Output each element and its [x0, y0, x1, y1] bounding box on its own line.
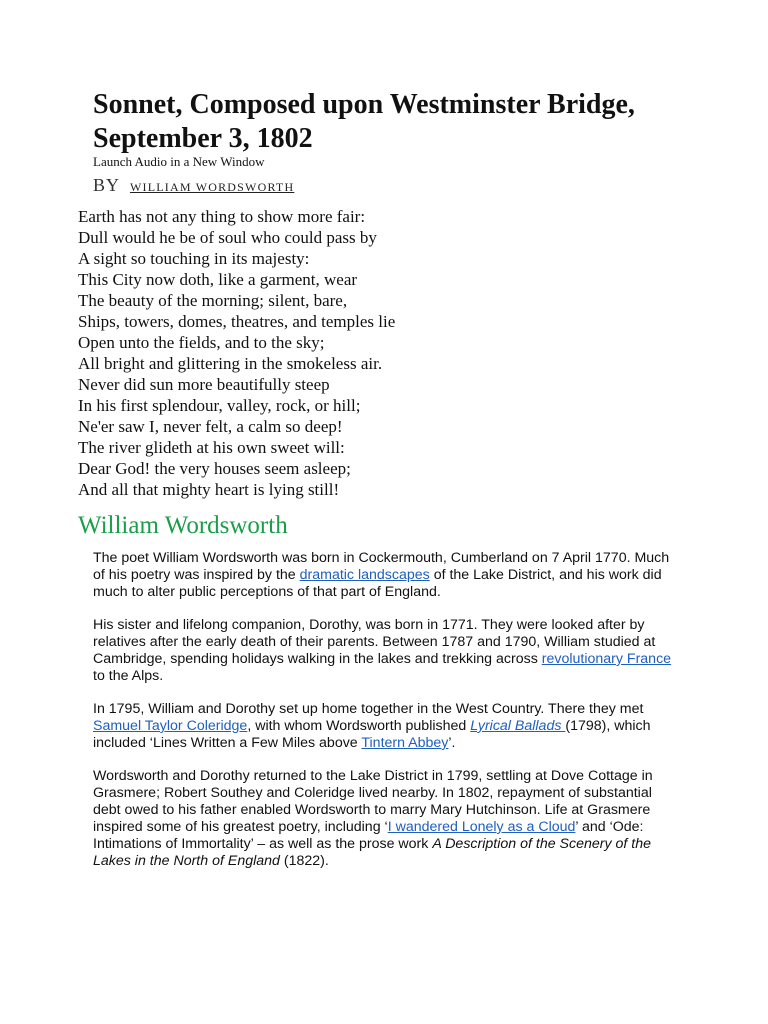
poem-line: In his first splendour, valley, rock, or hill;	[78, 396, 361, 415]
poem-line: The beauty of the morning; silent, bare,	[78, 291, 348, 310]
biography-heading: William Wordsworth	[78, 512, 288, 539]
poem-body	[78, 206, 578, 500]
bio-text: (1822).	[279, 853, 329, 869]
bio-text: of the Lake District, and his work did much to alter public perceptions of that part of England.	[93, 567, 662, 600]
coleridge-link[interactable]: Samuel Taylor Coleridge	[93, 718, 248, 734]
bio-text: , with whom Wordsworth published	[247, 718, 471, 734]
bio-text: to the Alps.	[93, 668, 164, 684]
bio-text: ’.	[448, 735, 456, 751]
revolutionary-france-link[interactable]: revolutionary France	[541, 651, 672, 667]
bio-text: ’ and ‘Ode: Intimations of Immortality’ – as well as the prose work	[93, 819, 644, 852]
bio-text: (1798), which included ‘Lines Written a Few Miles above	[93, 718, 651, 751]
prose-work-title: A Description of the Scenery of the Lakes in the North of England	[93, 836, 652, 869]
poem-line: Earth has not any thing to show more fair:	[78, 207, 366, 226]
bio-paragraph-4	[93, 768, 673, 870]
poem-line: A sight so touching in its majesty:	[78, 249, 310, 268]
bio-text: The poet William Wordsworth was born in Cockermouth, Cumberland on 7 April 1770. Much of his poetry was inspired by the	[93, 550, 670, 583]
bio-paragraph-1	[93, 550, 673, 601]
poem-title: Sonnet, Composed upon Westminster Bridge, September 3, 1802	[93, 89, 635, 154]
poem-line: Ships, towers, domes, theatres, and temples lie	[78, 312, 396, 331]
poem-line: Dull would he be of soul who could pass by	[78, 228, 377, 247]
wandered-lonely-link[interactable]: I wandered Lonely as a Cloud	[387, 819, 576, 835]
lyrical-ballads-link[interactable]: Lyrical Ballads	[470, 718, 566, 734]
tintern-abbey-link[interactable]: Tintern Abbey	[361, 735, 449, 751]
bio-paragraph-2	[93, 617, 673, 685]
bio-text: In 1795, William and Dorothy set up home together in the West Country. There they met	[93, 701, 644, 717]
poem-line: Open unto the fields, and to the sky;	[78, 333, 325, 352]
author-link[interactable]: WILLIAM WORDSWORTH	[130, 180, 295, 194]
byline	[93, 175, 294, 196]
poem-line: Dear God! the very houses seem asleep;	[78, 459, 351, 478]
poem-line: Ne'er saw I, never felt, a calm so deep!	[78, 417, 343, 436]
dramatic-landscapes-link[interactable]: dramatic landscapes	[299, 567, 430, 583]
poem-line: This City now doth, like a garment, wear	[78, 270, 358, 289]
biography-body	[93, 550, 673, 886]
poem-line: All bright and glittering in the smokeless air.	[78, 354, 383, 373]
poem-line: And all that mighty heart is lying still!	[78, 480, 340, 499]
poem-line: Never did sun more beautifully steep	[78, 375, 330, 394]
poem-line: The river glideth at his own sweet will:	[78, 438, 345, 457]
bio-text: His sister and lifelong companion, Dorothy, was born in 1771. They were looked after by relatives after the early death of their parents. Between 1787 and 1790, William studied at Cambridge, spending holidays walking in the lakes and trekking across	[93, 617, 656, 667]
bio-paragraph-3	[93, 701, 673, 752]
bio-text: Wordsworth and Dorothy returned to the Lake District in 1799, settling at Dove Cottage in Grasmere; Robert Southey and Coleridge lived nearby. In 1802, repayment of substantial debt owed to his father enabled Wordsworth to marry Mary Hutchinson. Life at Grasmere inspired some of his greatest poetry, including ‘	[93, 768, 653, 835]
launch-audio-link[interactable]: Launch Audio in a New Window	[93, 154, 265, 169]
by-label: BY	[93, 175, 121, 195]
